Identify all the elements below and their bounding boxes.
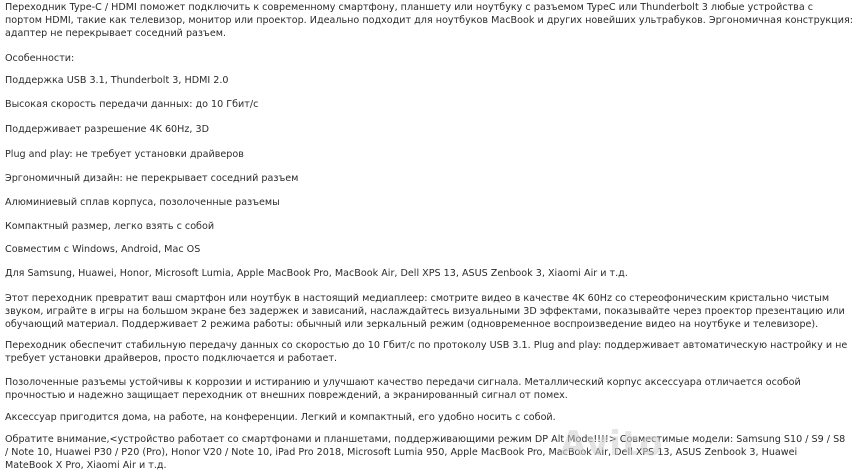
para2-line-2: требует установки драйверов, просто подключается и работает.: [5, 353, 338, 364]
intro-line-2: портом HDMI, такие как телевизор, монитор или проектор. Идеально подходит для ноутбуков MacBook и других новейших ультрабуков. Эргономичная конструкция:: [5, 15, 853, 26]
para1-line-2: звуком, играйте в игры на большом экране без задержек и зависаний, наслаждайтесь визуальными 3D эффектами, показывайте через проектор презентацию или: [5, 306, 845, 317]
note-line-2: / Note 10, Huawei P30 / P20 (Pro), Honor V20 / Note 10, iPad Pro 2018, Microsoft Lumia 950, Apple MacBook Pro, MacBook Air, Dell XPS 13, ASUS Zenbook 3, Huawei: [5, 447, 798, 458]
note-line-1: Обратите внимание,<устройство работает со смартфонами и планшетами, поддерживающими режим DP Alt Mode!!!!> Совместимые модели: Samsung S10 / S9 / S8: [5, 434, 846, 445]
para3-line-1: Позолоченные разъемы устойчивы к коррозии и истиранию и улучшают качество передачи сигнала. Металлический корпус аксессуара отличается особой: [5, 377, 801, 388]
note-line-3: MateBook X Pro, Xiaomi Air и т.д.: [5, 460, 167, 471]
intro-line-1: Переходник Type-C / HDMI поможет подключить к современному смартфону, планшету или ноутбуку с разъемом TypeC или Thunderbolt 3 любые устройства с: [5, 2, 814, 13]
feature-item: Для Samsung, Huawei, Honor, Microsoft Lumia, Apple MacBook Pro, MacBook Air, Dell XPS 13, ASUS Zenbook 3, Xiaomi Air и т.д.: [5, 268, 628, 279]
para3-line-2: прочностью и надежно защищает переходник от внешних повреждений, а экранированный сигнал от помех.: [5, 390, 568, 401]
feature-item: Plug and play: не требует установки драйверов: [5, 149, 244, 160]
feature-item: Компактный размер, легко взять с собой: [5, 221, 215, 232]
feature-item: Поддержка USB 3.1, Thunderbolt 3, HDMI 2.0: [5, 75, 229, 86]
para1-line-3: обучающий материал. Поддерживает 2 режима работы: обычный или зеркальный режим (одновременное воспроизведение видео на ноутбуке и телевизоре).: [5, 319, 819, 330]
feature-item: Алюминиевый сплав корпуса, позолоченные разъемы: [5, 197, 280, 208]
intro-line-3: адаптер не перекрывает соседний разъем.: [5, 28, 227, 39]
para1-line-1: Этот переходник превратит ваш смартфон или ноутбук в настоящий медиаплеер: смотрите видео в качестве 4K 60Hz со стереофоническим кристально чистым: [5, 293, 830, 304]
para4: Аксессуар пригодится дома, на работе, на конференции. Легкий и компактный, его удобно носить с собой.: [5, 412, 556, 423]
feature-item: Высокая скорость передачи данных: до 10 Гбит/с: [5, 99, 259, 110]
para2-line-1: Переходник обеспечит стабильную передачу данных со скоростью до 10 Гбит/с по протоколу USB 3.1. Plug and play: поддерживает автоматическую настройку и не: [5, 340, 848, 351]
feature-item: Совместим с Windows, Android, Mac OS: [5, 244, 201, 255]
features-heading: Особенности:: [5, 53, 75, 64]
feature-item: Поддерживает разрешение 4K 60Hz, 3D: [5, 124, 209, 135]
avito-watermark: Avito: [560, 424, 664, 464]
feature-item: Эргономичный дизайн: не перекрывает соседний разъем: [5, 173, 299, 184]
